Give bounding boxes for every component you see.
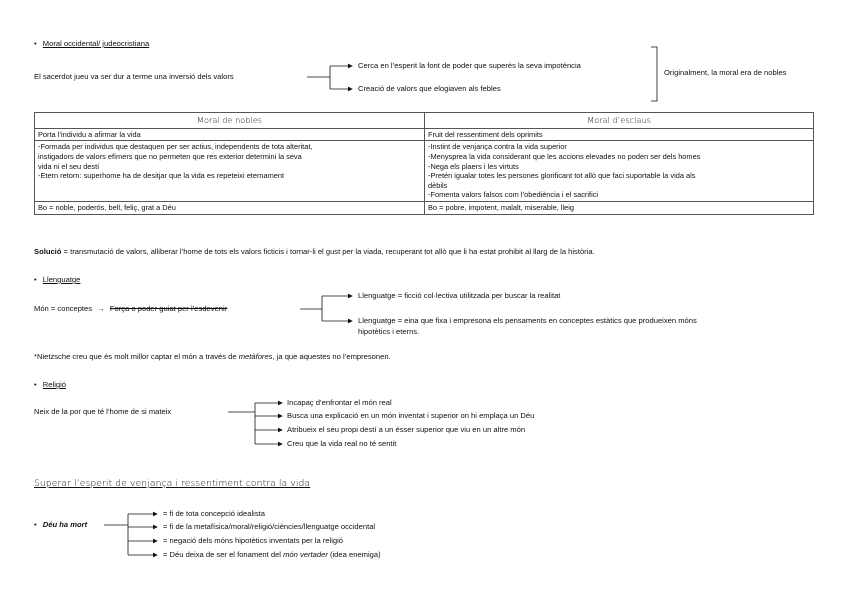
s1-branch1: Cerca en l’esperit la font de poder que superés la seva impotència	[358, 61, 581, 70]
llen-branch2b: hipotètics i eterns.	[358, 327, 420, 336]
section-title: Llenguatge	[42, 275, 81, 284]
table-cell: Bo = noble, poderós, bell, feliç, grat a Déu	[35, 202, 425, 215]
table-cell: Porta l’individu a afirmar la vida	[35, 128, 425, 141]
table-row	[35, 141, 814, 202]
list-item: = negació dels móns hipotètics inventats per la religió	[163, 536, 344, 545]
section-moral-occidental	[34, 40, 149, 49]
s1-left-text: El sacerdot jueu va ser dur a terme una inversió dels valors	[34, 72, 234, 81]
table-cell-esclaus-list	[425, 141, 814, 202]
s1-branch2: Creació de valors que elogiaven als febles	[358, 84, 501, 93]
s1-right-text: Originalment, la moral era de nobles	[664, 68, 787, 77]
list-item: -Nega els plaers i les virtuts	[428, 161, 519, 171]
deu-ha-mort: Déu ha mort	[42, 520, 88, 529]
list-item: Atribueix el seu propi destí a un ésser superior que viu en un altre món	[287, 425, 526, 434]
sup-left	[34, 521, 87, 530]
list-item: dèbils	[428, 180, 448, 190]
llen-branch1: Llenguatge = ficció col·lectiva utilitzada per buscar la realitat	[358, 291, 561, 300]
list-item: = fi de tota concepció idealista	[163, 509, 265, 518]
table-head-nobles: Moral de nobles	[35, 113, 425, 129]
table-row	[35, 128, 814, 141]
llen-branch2a: Llenguatge = eina que fixa i empresona els pensaments en conceptes estàtics que produeixen móns	[358, 316, 697, 325]
solucio-line	[34, 248, 595, 257]
section-superar	[34, 479, 310, 490]
table-header-row	[35, 113, 814, 129]
solucio-text: = transmutació de valors, alliberar l’home de tots els valors ficticis i tornar-li el gust per la viada, recuperant tot allò que li ha estat prohibit al llarg de la història.	[61, 247, 595, 256]
list-item: -Etern retorn: superhome ha de desitjar que la vida es repeteixi eternament	[38, 171, 285, 181]
table-cell: Fruit del ressentiment dels oprimits	[425, 128, 814, 141]
list-item: -Instint de venjança contra la vida superior	[428, 142, 567, 152]
section-religio	[34, 381, 66, 390]
section-llenguatge	[34, 276, 80, 285]
list-item: -Pretén igualar totes les persones glorificant tot allò que faci suportable la vida als	[428, 171, 696, 181]
list-item: = fi de la metafísica/moral/religió/ciències/llenguatge occidental	[163, 522, 376, 531]
list-item: Busca una explicació en un món inventat i superior on hi emplaça un Déu	[287, 411, 535, 420]
table-head-esclaus: Moral d’esclaus	[425, 113, 814, 129]
right-arrow-icon: →	[97, 304, 105, 313]
list-item	[163, 551, 381, 560]
llen-note	[34, 353, 391, 362]
list-item: -Menysprea la vida considerant que les accions elevades no poden ser dels homes	[428, 151, 701, 161]
note-text: *Nietzsche creu que és molt millor captar el món a través de	[34, 352, 239, 361]
section-title: Superar l’esperit de venjança i ressentiment contra la vida	[34, 478, 311, 489]
list-item: Creu que la vida real no té sentit	[287, 439, 397, 448]
sup-last-emphasis: món vertader	[283, 550, 328, 559]
table-row	[35, 202, 814, 215]
list-item: Incapaç d’enfrontar el món real	[287, 398, 392, 407]
llen-struck-text: Força o poder guiat per l’esdevenir	[109, 304, 228, 313]
list-item: instigadors de valors efímers que no permeten que res exterior determini la seva	[38, 151, 302, 161]
sup-last-end: (idea enemiga)	[327, 550, 381, 559]
llen-left-text: Món = conceptes	[34, 304, 93, 313]
bracket-s1	[651, 47, 657, 101]
llen-left	[34, 305, 227, 314]
section-title: Moral occidental/ judeocristiana	[42, 39, 150, 48]
list-item: -Fomenta valors falsos com l’obediència i el sacrifici	[428, 190, 599, 200]
note-emphasis: metàfores	[238, 352, 273, 361]
table-cell-nobles-list	[35, 141, 425, 202]
moral-comparison-table	[34, 112, 814, 215]
note-text-end: , ja que aquestes no l’empresonen.	[272, 352, 391, 361]
section-title: Religió	[42, 380, 67, 389]
sup-last-text: = Déu deixa de ser el fonament del	[163, 550, 284, 559]
list-item: -Formada per individus que destaquen per ser actius, independents de tota alteritat,	[38, 142, 313, 152]
list-item: vida ni el seu destí	[38, 161, 100, 171]
solucio-label: Solució	[34, 247, 62, 256]
table-cell: Bo = pobre, impotent, malalt, miserable, lleig	[425, 202, 814, 215]
rel-left: Neix de la por que té l’home de si mateix	[34, 407, 172, 416]
